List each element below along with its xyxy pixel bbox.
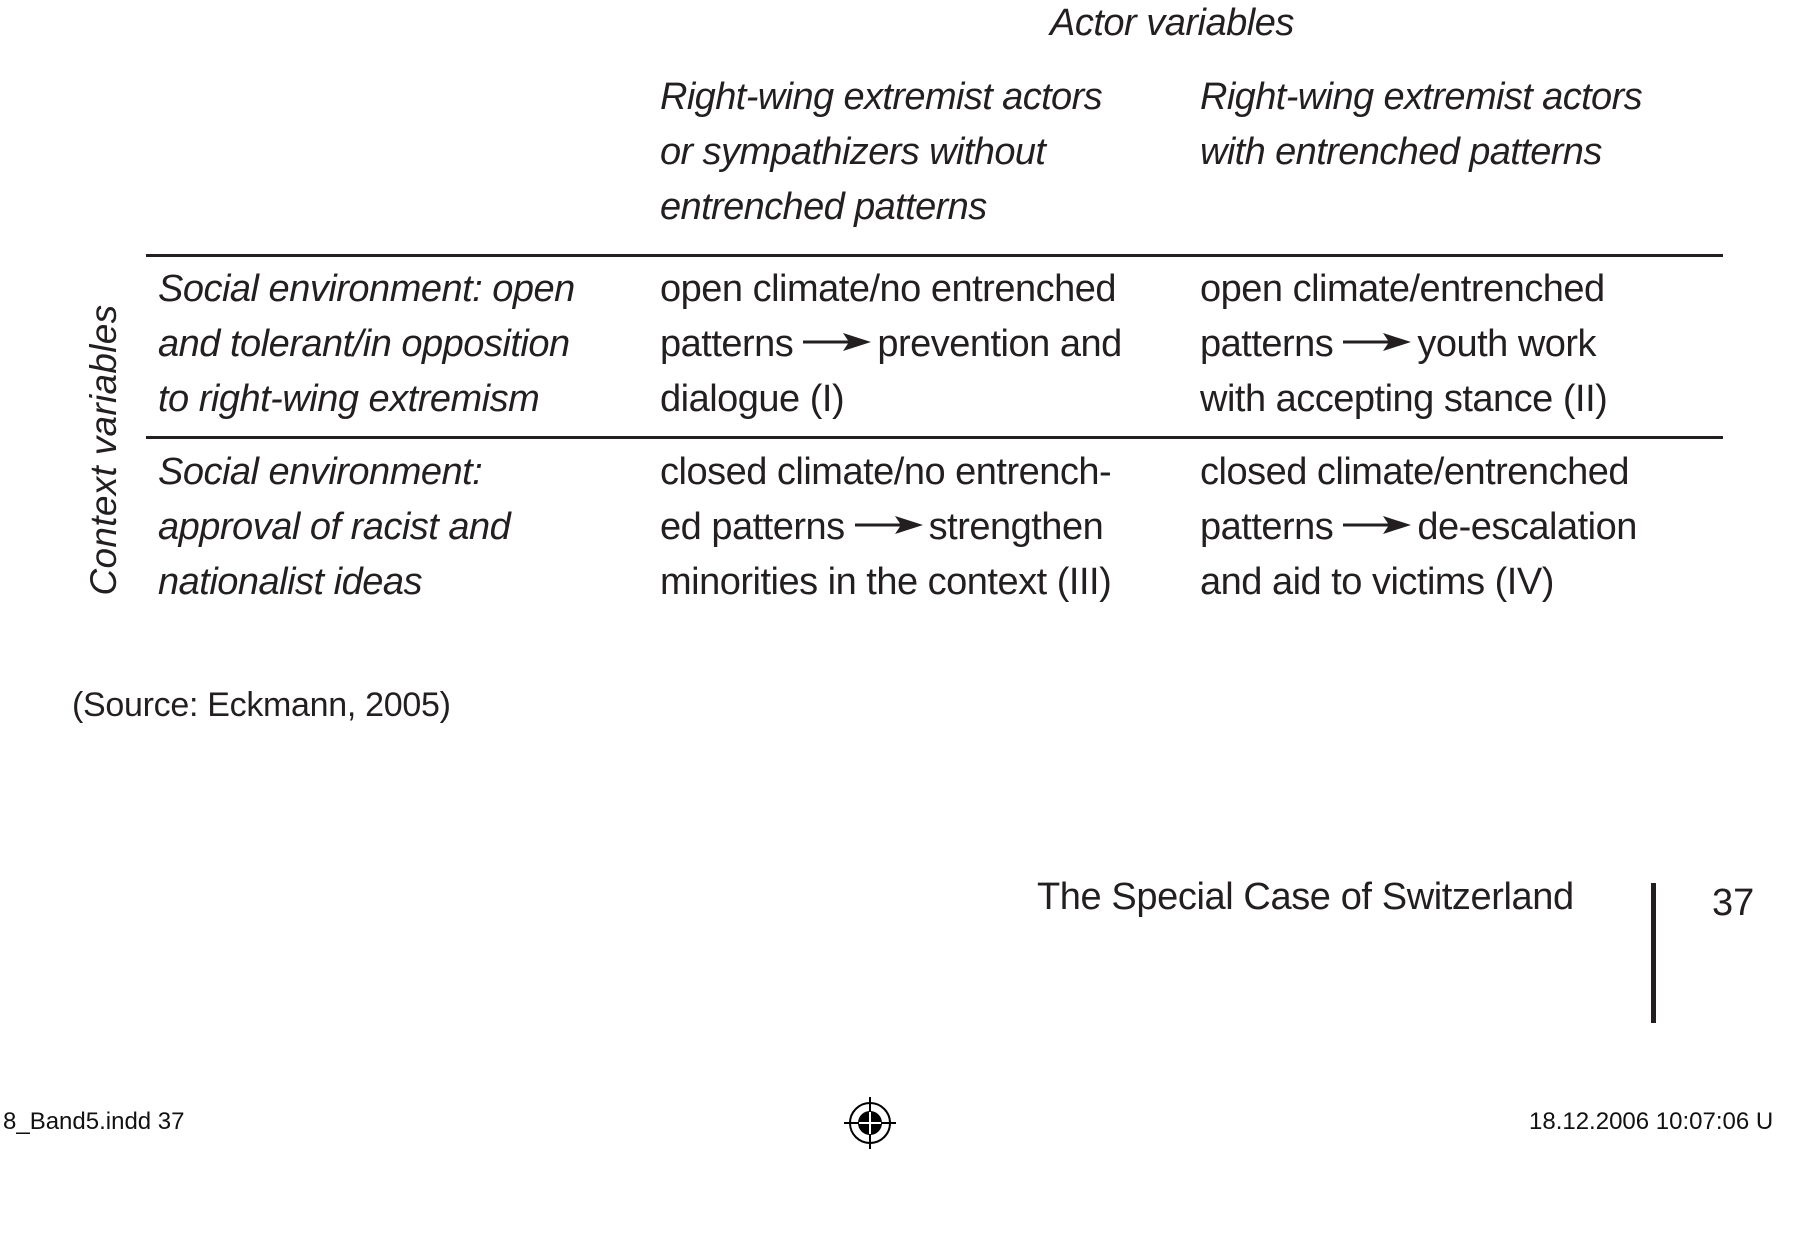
cell-line: open climate/entrenched xyxy=(1200,268,1605,310)
right-arrow-icon xyxy=(1343,332,1411,352)
cell-line xyxy=(660,500,1111,555)
column-header-entrenched xyxy=(1200,70,1642,180)
cell-line xyxy=(660,317,1122,372)
cell-line: and aid to victims (IV) xyxy=(1200,561,1554,603)
row-header-line: nationalist ideas xyxy=(158,561,423,603)
cell-line: closed climate/entrenched xyxy=(1200,451,1629,493)
cell-text: prevention and xyxy=(877,323,1122,365)
row-header-line: and tolerant/in opposition xyxy=(158,323,570,365)
slug-file-info: 8_Band5.indd 37 xyxy=(3,1108,185,1135)
table-cell-IV xyxy=(1200,445,1637,610)
right-arrow-icon xyxy=(803,332,871,352)
cell-line xyxy=(1200,317,1607,372)
table-row-divider xyxy=(146,436,1723,439)
column-header-line: entrenched patterns xyxy=(660,186,987,228)
row-header-line: approval of racist and xyxy=(158,506,511,548)
cell-text: patterns xyxy=(660,323,794,365)
cell-text: patterns xyxy=(1200,323,1334,365)
table-cell-II xyxy=(1200,262,1607,427)
cell-text: patterns xyxy=(1200,506,1334,548)
row-header-open-environment xyxy=(158,262,575,427)
cell-text: strengthen xyxy=(928,506,1104,548)
cell-line xyxy=(1200,500,1637,555)
right-arrow-icon xyxy=(855,515,923,535)
column-header-no-entrenched xyxy=(660,70,1102,235)
registration-mark-icon xyxy=(842,1095,898,1151)
table-cell-III xyxy=(660,445,1111,610)
row-header-approval-environment xyxy=(158,445,510,610)
right-arrow-icon xyxy=(1343,515,1411,535)
cell-line: open climate/no entrenched xyxy=(660,268,1116,310)
context-variables-label: Context variables xyxy=(83,304,124,596)
cell-text: de-escalation xyxy=(1417,506,1637,548)
cell-text: youth work xyxy=(1417,323,1597,365)
table-cell-I xyxy=(660,262,1122,427)
running-title: The Special Case of Switzerland xyxy=(1037,876,1574,918)
source-citation: (Source: Eckmann, 2005) xyxy=(72,686,451,724)
slug-datetime: 18.12.2006 10:07:06 U xyxy=(1529,1108,1774,1135)
column-header-line: with entrenched patterns xyxy=(1200,131,1602,173)
table-top-rule xyxy=(146,254,1723,257)
page-number: 37 xyxy=(1712,882,1755,924)
column-header-line: Right-wing extremist actors xyxy=(1200,76,1643,118)
row-header-line: Social environment: open xyxy=(158,268,575,310)
column-header-line: or sympathizers without xyxy=(660,131,1046,173)
cell-line: with accepting stance (II) xyxy=(1200,378,1608,420)
row-header-line: to right-wing extremism xyxy=(158,378,540,420)
cell-line: dialogue (I) xyxy=(660,378,845,420)
cell-line: closed climate/no entrench- xyxy=(660,451,1112,493)
actor-variables-title: Actor variables xyxy=(1050,2,1294,44)
cell-text: ed patterns xyxy=(660,506,845,548)
cell-line: minorities in the context (III) xyxy=(660,561,1112,603)
column-header-line: Right-wing extremist actors xyxy=(660,76,1103,118)
footer-divider-bar xyxy=(1651,883,1656,1023)
row-header-line: Social environment: xyxy=(158,451,483,493)
